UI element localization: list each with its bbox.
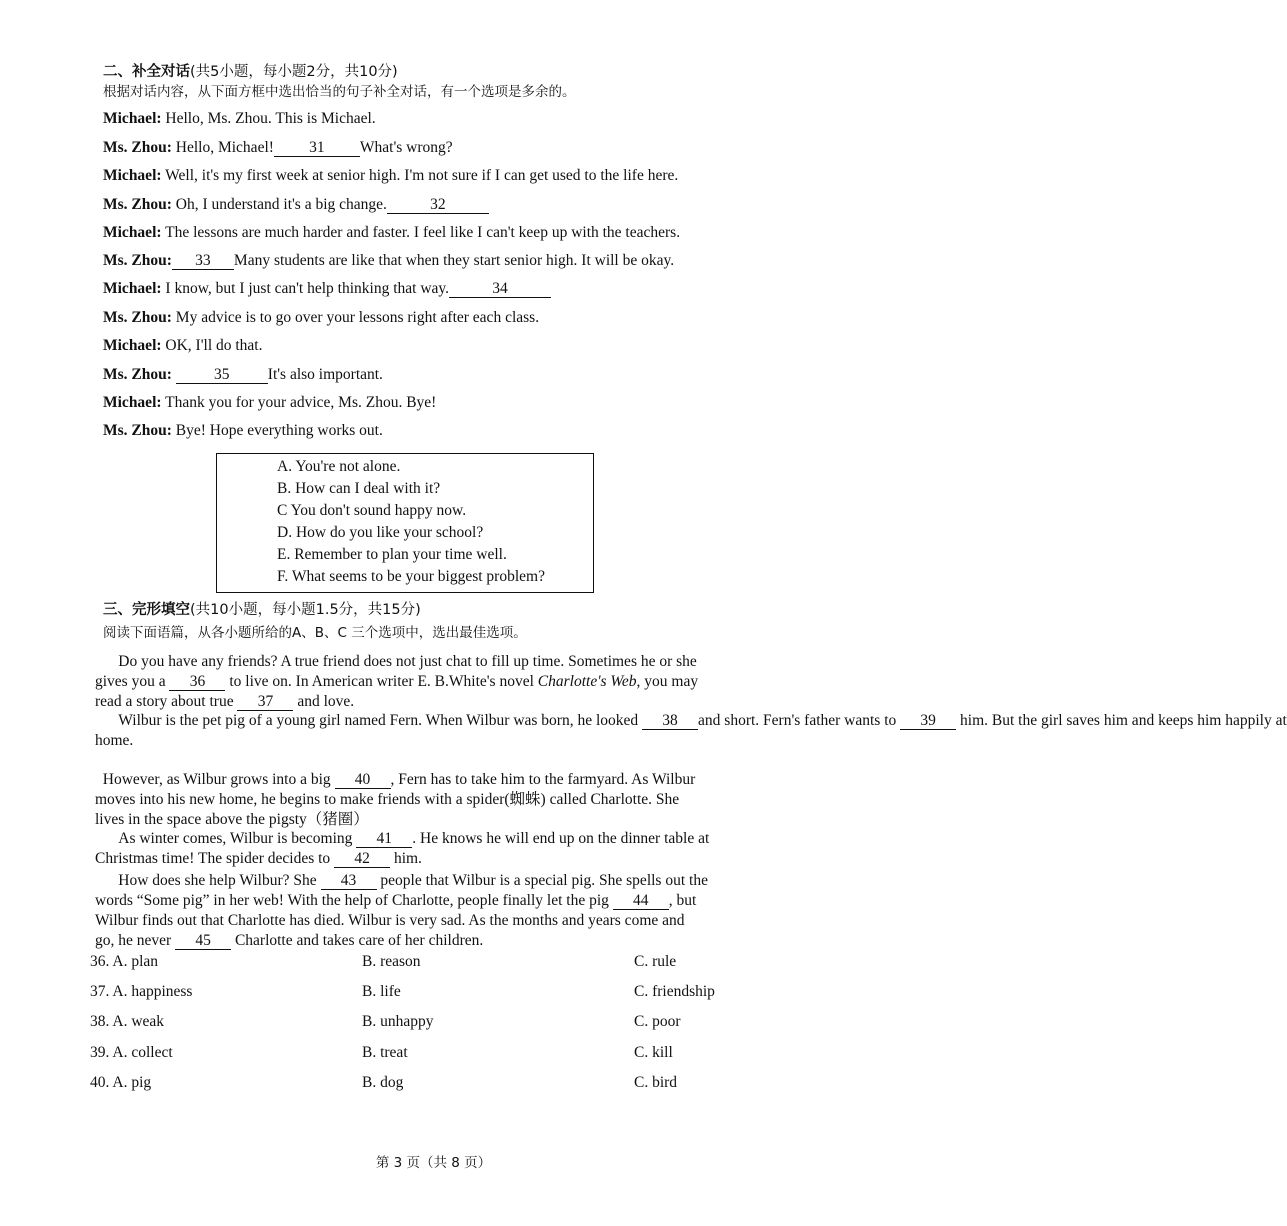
- passage-text: Do you have any friends? A true friend does not just chat to fill up time. Sometimes he or she: [95, 653, 697, 670]
- choice-option-c[interactable]: C. rule: [634, 953, 677, 970]
- dialog-line: [103, 167, 678, 185]
- passage-text: Charlotte and takes care of her children.: [231, 932, 484, 949]
- choice-option-b[interactable]: B. treat: [362, 1044, 408, 1061]
- dialog-text: What's wrong?: [359, 139, 453, 156]
- dialog-text: I know, but I just can't help thinking that way.: [161, 280, 450, 297]
- passage-text: go, he never: [95, 932, 176, 949]
- passage-paragraph: [95, 871, 775, 951]
- section-2-heading: 二、补全对话: [103, 64, 190, 80]
- passage-line: [95, 911, 775, 931]
- dialog-line: [103, 280, 551, 298]
- choice-option-a[interactable]: 40. A. pig: [90, 1074, 152, 1091]
- passage-text: read a story about true: [95, 693, 238, 710]
- choice-option-a[interactable]: 37. A. happiness: [90, 983, 193, 1000]
- passage-text: him. But the girl saves him and keeps him happily at: [956, 712, 1287, 729]
- section-2-instruction: 根据对话内容，从下面方框中选出恰当的句子补全对话，有一个选项是多余的。: [103, 84, 576, 100]
- speaker-name: Ms. Zhou:: [103, 366, 172, 383]
- passage-line: [95, 829, 775, 849]
- passage-line: [95, 849, 775, 869]
- option-e: E. Remember to plan your time well.: [277, 546, 507, 563]
- passage-line: [95, 790, 775, 810]
- dialog-line: [103, 224, 680, 242]
- speaker-name: Ms. Zhou:: [103, 422, 172, 439]
- passage-text: people that Wilbur is a special pig. She spells out the: [376, 872, 708, 889]
- cloze-blank[interactable]: 38: [642, 713, 698, 730]
- dialog-line: [103, 422, 383, 440]
- passage-text: and love.: [293, 693, 355, 710]
- passage-text: However, as Wilbur grows into a big: [95, 771, 335, 788]
- answer-blank[interactable]: 33: [172, 253, 234, 270]
- book-title: Charlotte's Web: [537, 673, 637, 690]
- passage-text: , you may: [636, 673, 699, 690]
- dialog-line: [103, 252, 674, 270]
- speaker-name: Ms. Zhou:: [103, 139, 172, 156]
- passage-line: [95, 770, 775, 790]
- dialog-line: [103, 139, 453, 157]
- option-a: A. You're not alone.: [277, 458, 401, 475]
- passage-line: [95, 692, 775, 712]
- dialog-text: My advice is to go over your lessons right after each class.: [171, 309, 540, 326]
- speaker-name: Michael:: [103, 167, 162, 184]
- option-b: B. How can I deal with it?: [277, 480, 441, 497]
- speaker-name: Ms. Zhou:: [103, 196, 172, 213]
- dialog-text: The lessons are much harder and faster. I feel like I can't keep up with the teachers.: [161, 224, 681, 241]
- dialog-line: [103, 309, 539, 327]
- passage-text: moves into his new home, he begins to make friends with a spider(蜘蛛) called Charlotte. She: [95, 791, 680, 808]
- dialog-line: [103, 366, 383, 384]
- passage-line: [95, 891, 775, 911]
- speaker-name: Michael:: [103, 394, 162, 411]
- section-3-instruction: 阅读下面语篇，从各小题所给的A、B、C 三个选项中，选出最佳选项。: [103, 625, 527, 641]
- passage-text: How does she help Wilbur? She: [95, 872, 321, 889]
- dialog-text: OK, I'll do that.: [161, 337, 263, 354]
- dialog-text: Well, it's my first week at senior high. I'm not sure if I can get used to the life here.: [161, 167, 679, 184]
- dialog-text: Hello, Michael!: [171, 139, 274, 156]
- speaker-name: Michael:: [103, 337, 162, 354]
- passage-line: [95, 672, 775, 692]
- option-f: F. What seems to be your biggest problem?: [277, 568, 545, 585]
- section-2-title: [103, 60, 398, 81]
- passage-text: home.: [95, 732, 134, 749]
- choice-option-a[interactable]: 36. A. plan: [90, 953, 159, 970]
- cloze-blank[interactable]: 41: [356, 831, 412, 848]
- passage-line: [95, 810, 775, 830]
- passage-paragraph: [95, 652, 775, 712]
- passage-text: lives in the space above the pigsty（猪圈）: [95, 811, 369, 828]
- passage-text: . He knows he will end up on the dinner table at: [412, 830, 710, 847]
- passage-line: [95, 652, 775, 672]
- passage-paragraph: [95, 770, 775, 830]
- passage-text: gives you a: [95, 673, 170, 690]
- dialog-line: [103, 196, 489, 214]
- answer-blank[interactable]: 31: [274, 140, 360, 157]
- passage-text: , but: [668, 892, 697, 909]
- passage-line: [95, 731, 775, 751]
- dialog-text: Thank you for your advice, Ms. Zhou. Bye!: [161, 394, 437, 411]
- choice-option-c[interactable]: C. kill: [634, 1044, 673, 1061]
- choice-option-b[interactable]: B. dog: [362, 1074, 404, 1091]
- section-3-score: (共10小题，每小题1.5分，共15分): [190, 602, 421, 618]
- passage-text: and short. Fern's father wants to: [698, 712, 901, 729]
- answer-blank[interactable]: 35: [176, 367, 268, 384]
- dialog-text: Bye! Hope everything works out.: [171, 422, 383, 439]
- passage-line: [95, 931, 775, 951]
- cloze-blank[interactable]: 37: [237, 694, 293, 711]
- option-c: C You don't sound happy now.: [277, 502, 467, 519]
- speaker-name: Ms. Zhou:: [103, 252, 172, 269]
- passage-text: Wilbur finds out that Charlotte has died. Wilbur is very sad. As the months and years come and: [95, 912, 685, 929]
- cloze-blank[interactable]: 43: [321, 873, 377, 890]
- passage-line: [95, 871, 775, 891]
- section-3-title: [103, 598, 421, 619]
- speaker-name: Michael:: [103, 280, 162, 297]
- passage-text: him.: [390, 850, 422, 867]
- choice-option-b[interactable]: B. reason: [362, 953, 421, 970]
- section-3-heading: 三、完形填空: [103, 602, 190, 618]
- choice-option-a[interactable]: 39. A. collect: [90, 1044, 173, 1061]
- cloze-blank[interactable]: 36: [169, 674, 225, 691]
- dialog-text: Many students are like that when they start senior high. It will be okay.: [233, 252, 675, 269]
- answer-blank[interactable]: 34: [449, 281, 551, 298]
- page-footer: 第 3 页（共 8 页）: [375, 1155, 492, 1171]
- choice-option-b[interactable]: B. life: [362, 983, 401, 1000]
- passage-text: to live on. In American writer E. B.White's novel: [225, 673, 538, 690]
- speaker-name: Ms. Zhou:: [103, 309, 172, 326]
- dialog-text: Hello, Ms. Zhou. This is Michael.: [161, 110, 376, 127]
- passage-text: Wilbur is the pet pig of a young girl named Fern. When Wilbur was born, he looked: [95, 712, 643, 729]
- choice-option-b[interactable]: B. unhappy: [362, 1013, 434, 1030]
- passage-paragraph: [95, 711, 1287, 751]
- passage-text: As winter comes, Wilbur is becoming: [95, 830, 357, 847]
- passage-paragraph: [95, 829, 775, 869]
- choice-option-c[interactable]: C. bird: [634, 1074, 678, 1091]
- cloze-blank[interactable]: 39: [900, 713, 956, 730]
- cloze-blank[interactable]: 45: [175, 933, 231, 950]
- option-d: D. How do you like your school?: [277, 524, 484, 541]
- passage-text: , Fern has to take him to the farmyard. As Wilbur: [390, 771, 696, 788]
- choice-option-a[interactable]: 38. A. weak: [90, 1013, 165, 1030]
- dialog-line: [103, 394, 436, 412]
- cloze-blank[interactable]: 40: [335, 772, 391, 789]
- speaker-name: Michael:: [103, 110, 162, 127]
- dialog-line: [103, 110, 376, 128]
- options-box: [216, 453, 594, 593]
- dialog-text: It's also important.: [267, 366, 383, 383]
- dialog-line: [103, 337, 263, 355]
- passage-text: words “Some pig” in her web! With the help of Charlotte, people finally let the pig: [95, 892, 613, 909]
- choice-option-c[interactable]: C. poor: [634, 1013, 681, 1030]
- section-2-score: (共5小题，每小题2分，共10分): [190, 64, 398, 80]
- dialog-text: Oh, I understand it's a big change.: [171, 196, 387, 213]
- choice-option-c[interactable]: C. friendship: [634, 983, 715, 1000]
- cloze-blank[interactable]: 44: [613, 893, 669, 910]
- answer-blank[interactable]: 32: [387, 197, 489, 214]
- passage-line: [95, 711, 1287, 731]
- cloze-blank[interactable]: 42: [334, 851, 390, 868]
- passage-text: Christmas time! The spider decides to: [95, 850, 335, 867]
- speaker-name: Michael:: [103, 224, 162, 241]
